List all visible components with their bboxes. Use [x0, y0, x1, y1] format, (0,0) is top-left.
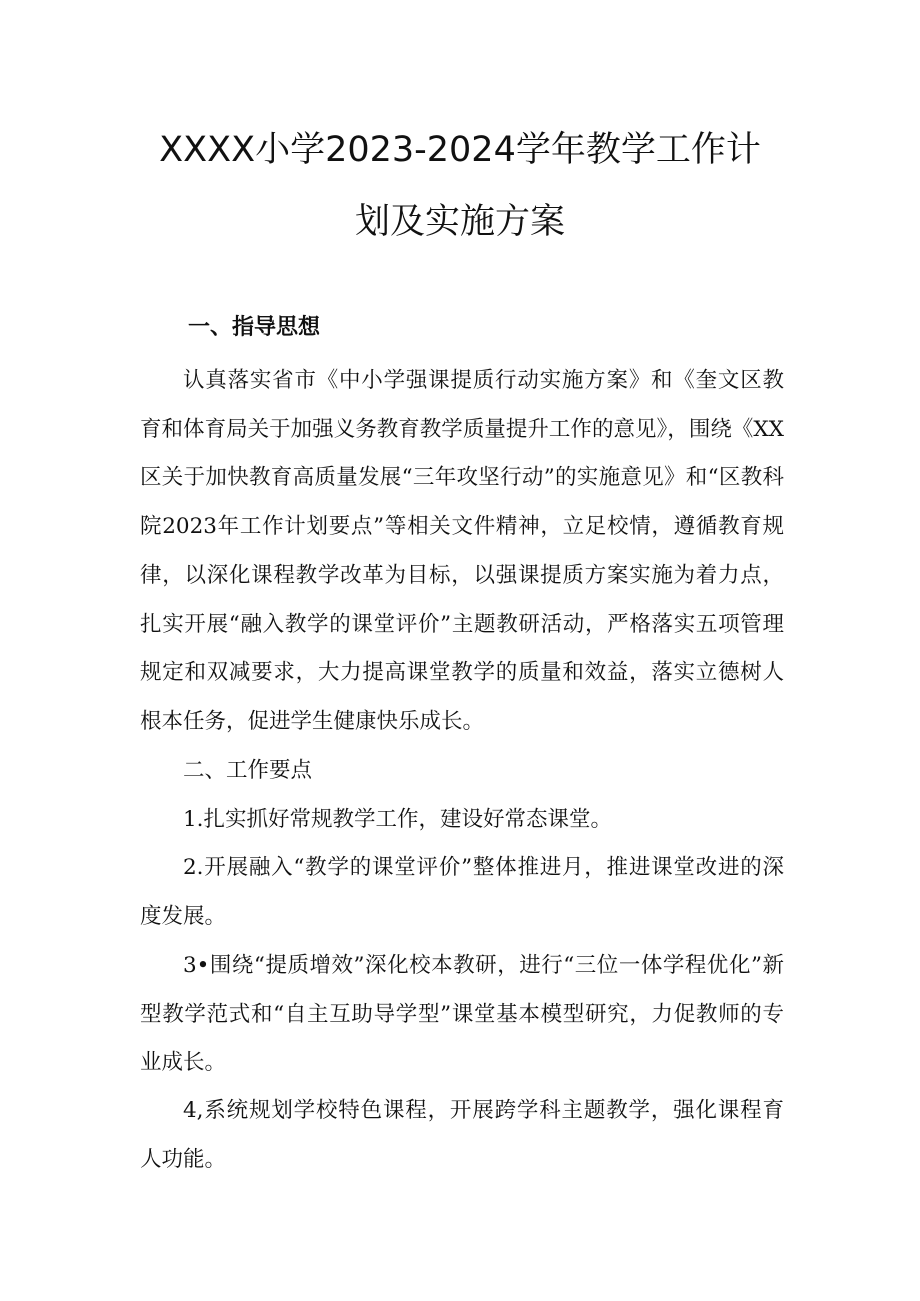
document-title-line-2: 划及实施方案	[354, 202, 565, 242]
work-point-2: 2.开展融入“教学的课堂评价”整体推进月，推进课堂改进的深度发展。	[140, 855, 784, 929]
work-point-3: 3•围绕“提质增效”深化校本教研，进行“三位一体学程优化”新型教学范式和“自主互助导学型”课堂基本模型研究，力促教师的专业成长。	[140, 953, 784, 1076]
guiding-ideology-paragraph: 认真落实省市《中小学强课提质行动实施方案》和《奎文区教育和体育局关于加强义务教育教学质量提升工作的意见》，围绕《XX区关于加快教育高质量发展“三年攻坚行动”的实施意见》和“区教科院2023年工作计划要点”等相关文件精神，立足校情，遵循教育规律，以深化课程教学改革为目标，以强课提质方案实施为着力点，扎实开展“融入教学的课堂评价”主题教研活动，严格落实五项管理规定和双减要求，大力提高课堂教学的质量和效益，落实立德树人根本任务，促进学生健康快乐成长。	[140, 368, 784, 734]
document-title-line-1: XXXX小学2023-2024学年教学工作计	[159, 130, 761, 170]
work-point-1: 1.扎实抓好常规教学工作，建设好常态课堂。	[183, 807, 613, 832]
section-heading-work-points: 二、工作要点	[183, 758, 313, 783]
section-heading-guiding-ideology: 一、指导思想	[188, 315, 321, 340]
work-point-4: 4,系统规划学校特色课程，开展跨学科主题教学，强化课程育人功能。	[140, 1098, 784, 1172]
